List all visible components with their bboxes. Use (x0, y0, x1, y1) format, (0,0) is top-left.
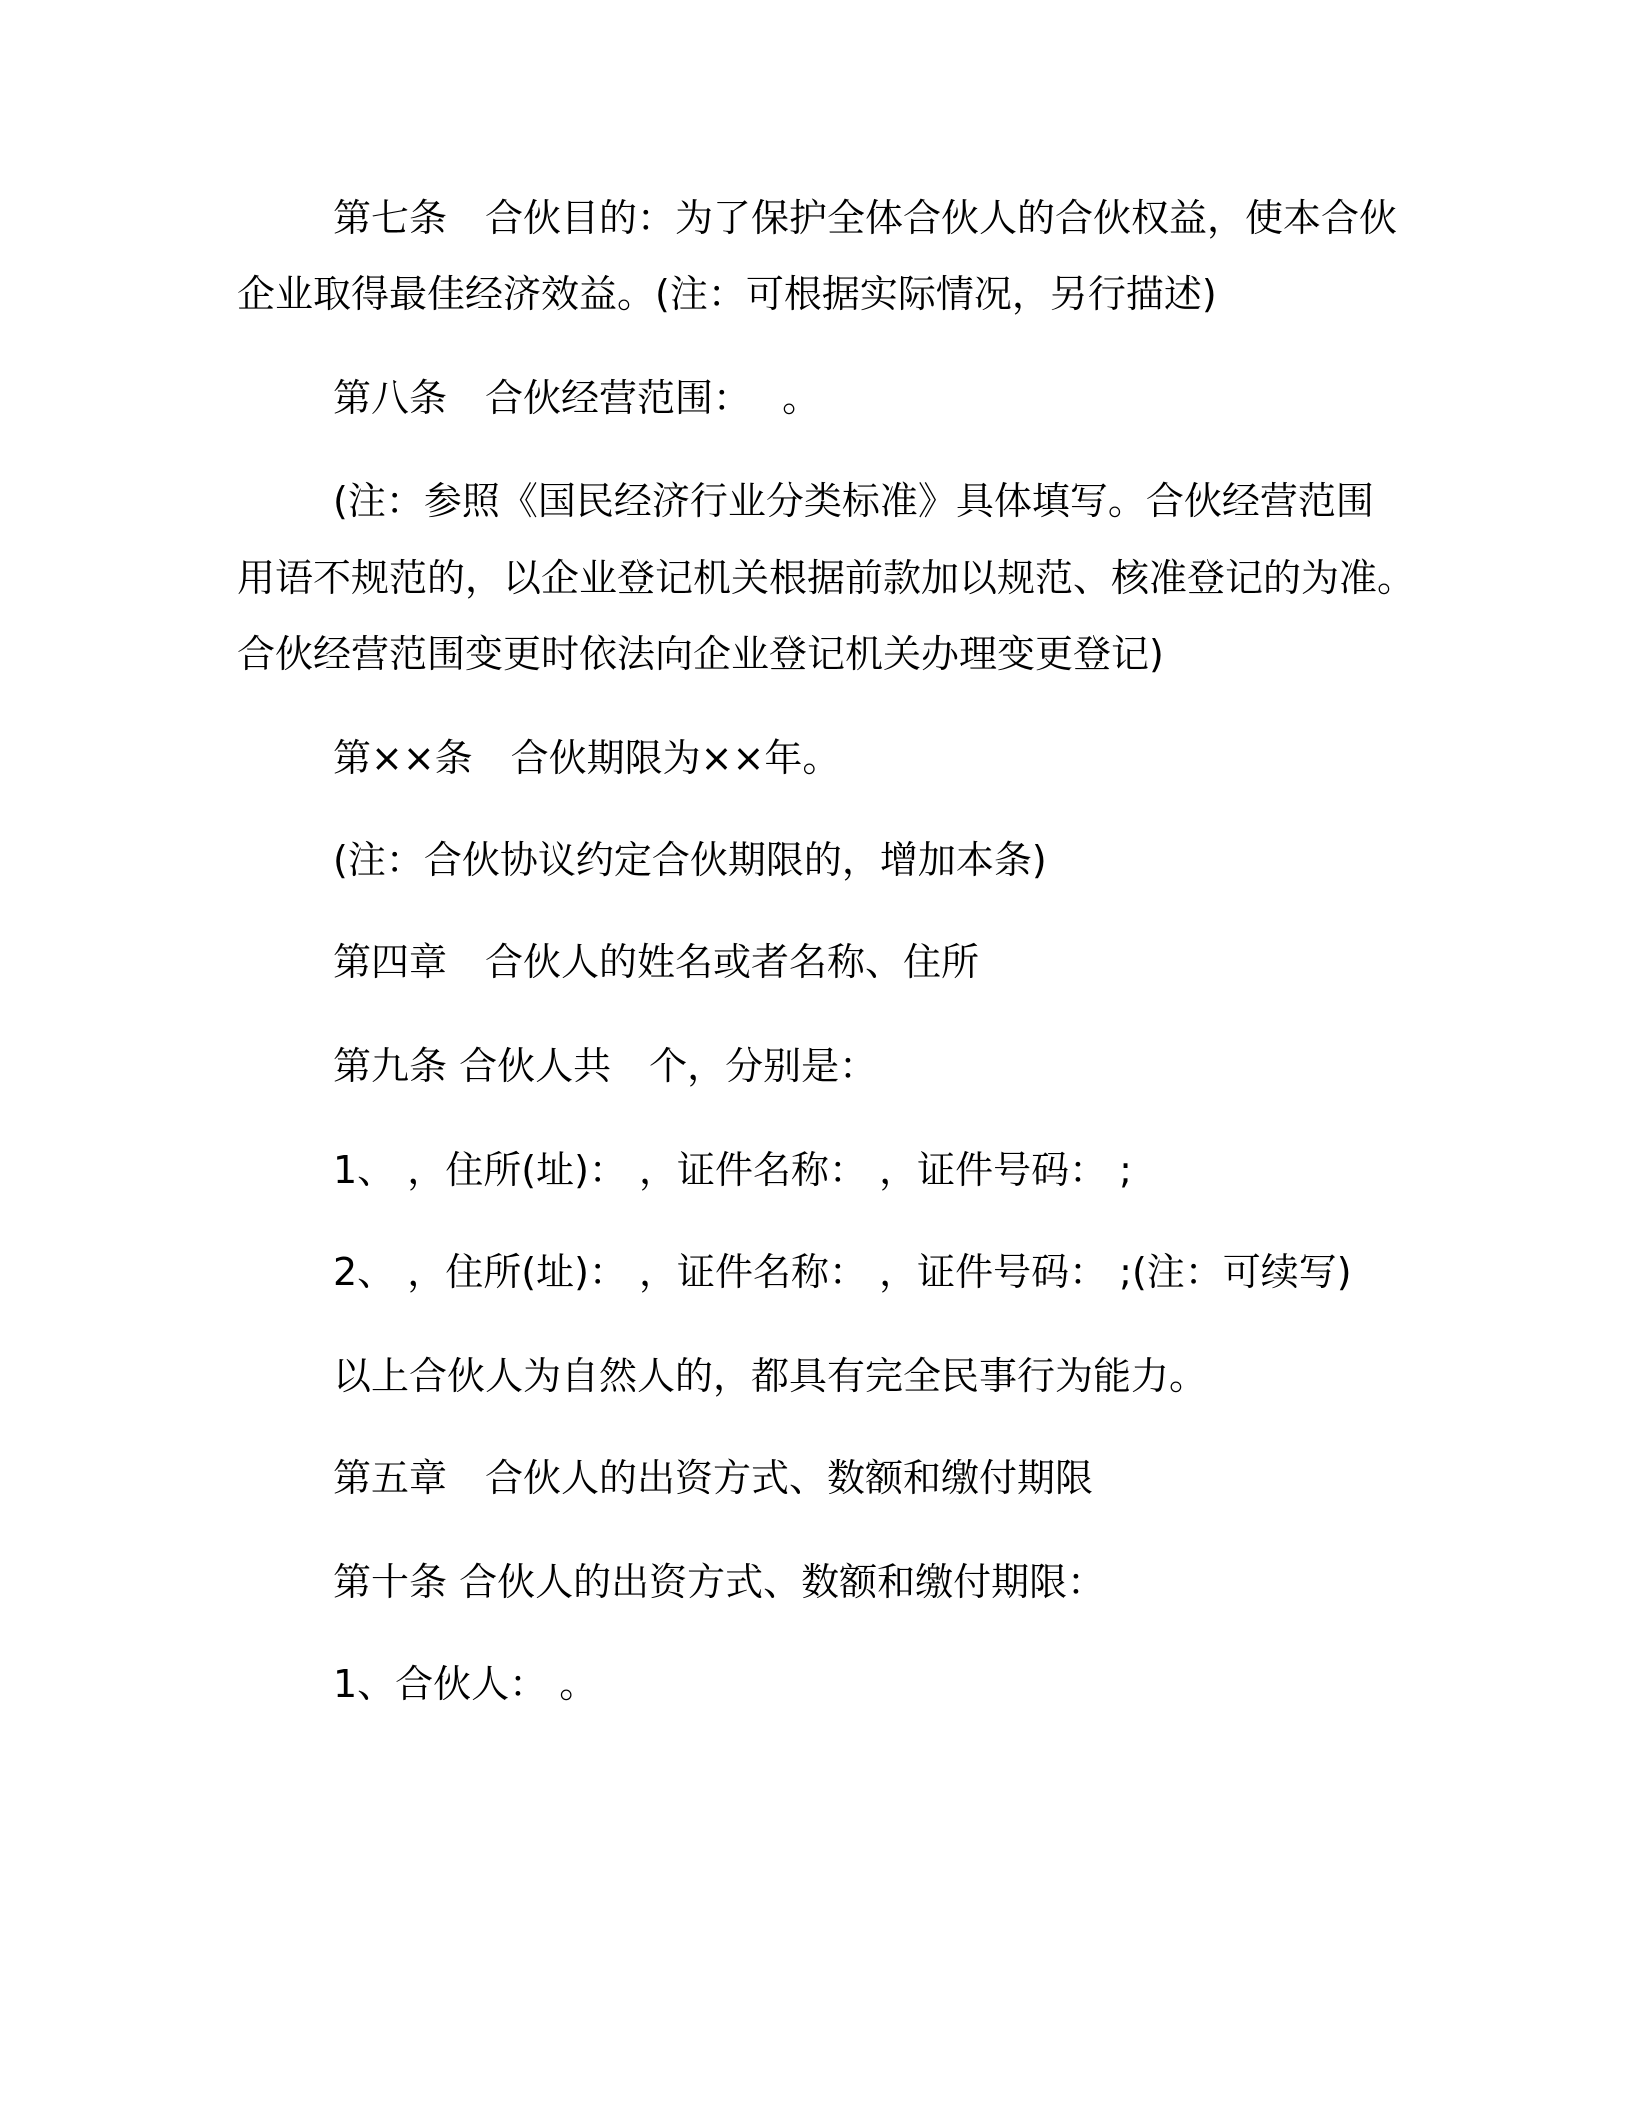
article-8-note-line-1: (注：参照《国民经济行业分类标准》具体填写。合伙经营范围 (333, 479, 1374, 523)
partner-2-entry: 2、 ，住所(址)： ，证件名称： ，证件号码： ;(注：可续写) (333, 1250, 1352, 1294)
article-8-heading: 第八条 合伙经营范围： 。 (333, 376, 821, 420)
article-7-line-2: 企业取得最佳经济效益。(注：可根据实际情况，另行描述) (237, 272, 1217, 316)
article-7-line-1: 第七条 合伙目的：为了保护全体合伙人的合伙权益，使本合伙 (333, 196, 1398, 240)
chapter-4-heading: 第四章 合伙人的姓名或者名称、住所 (333, 940, 980, 984)
article-xx-note: (注：合伙协议约定合伙期限的，增加本条) (333, 838, 1047, 882)
natural-persons-statement: 以上合伙人为自然人的，都具有完全民事行为能力。 (333, 1354, 1208, 1398)
article-9-heading: 第九条 合伙人共 个，分别是： (333, 1044, 878, 1088)
partner-1-entry: 1、 ，住所(址)： ，证件名称： ，证件号码： ; (333, 1148, 1132, 1192)
article-8-note-line-3: 合伙经营范围变更时依法向企业登记机关办理变更登记) (237, 632, 1164, 676)
article-8-note-line-2: 用语不规范的，以企业登记机关根据前款加以规范、核准登记的为准。 (237, 556, 1416, 600)
chapter-5-heading: 第五章 合伙人的出资方式、数额和缴付期限 (333, 1456, 1094, 1500)
contribution-1-entry: 1、合伙人： 。 (333, 1662, 598, 1706)
article-xx-term: 第××条 合伙期限为××年。 (333, 736, 841, 780)
article-10-heading: 第十条 合伙人的出资方式、数额和缴付期限： (333, 1560, 1106, 1604)
